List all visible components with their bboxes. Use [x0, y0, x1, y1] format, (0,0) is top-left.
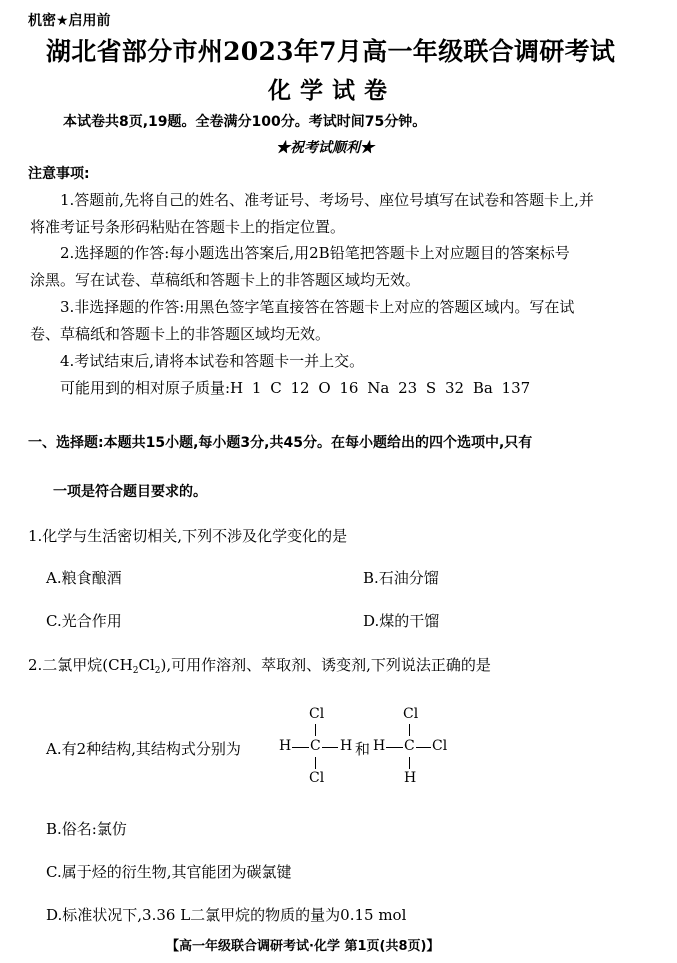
struct1-right-atom: H: [340, 738, 353, 754]
struct2-top-atom: Cl: [403, 706, 419, 722]
note-2-line-2: 涂黑。写在试卷、草稿纸和答题卡上的非答题区域均无效。: [30, 271, 421, 289]
question-1-option-b: B.石油分馏: [363, 569, 439, 587]
question-1-stem: 1.化学与生活密切相关,下列不涉及化学变化的是: [28, 527, 348, 545]
page-footer: 【高一年级联合调研考试·化学 第1页(共8页)】: [166, 939, 440, 954]
section-1-heading-line-2: 一项是符合题目要求的。: [53, 484, 207, 500]
confidential-label: 机密★启用前: [28, 13, 111, 29]
struct1-top-atom: Cl: [309, 706, 325, 722]
struct1-left-bond: [292, 747, 309, 748]
question-2-stem: [28, 654, 491, 676]
good-luck-wish: ★祝考试顺利★: [276, 140, 374, 156]
notes-heading: 注意事项:: [28, 166, 90, 182]
note-3-line-1: 3.非选择题的作答:用黑色签字笔直接答在答题卡上对应的答题区域内。写在试: [60, 298, 575, 316]
question-2-subscript-1: 2: [132, 666, 139, 676]
note-2-line-1: 2.选择题的作答:每小题选出答案后,用2B铅笔把答题卡上对应题目的答案标号: [60, 244, 570, 262]
exam-title: 湖北省部分市州2023年7月高一年级联合调研考试: [46, 37, 616, 66]
struct2-right-bond: [416, 747, 431, 748]
question-2-stem-pre: 2.二氯甲烷(CH: [28, 656, 133, 674]
struct1-center-atom: C: [310, 738, 321, 754]
struct2-left-bond: [386, 747, 403, 748]
struct2-bottom-atom: H: [404, 770, 417, 786]
struct2-bottom-bond: [409, 757, 410, 769]
question-2-option-a-text: A.有2种结构,其结构式分别为: [46, 740, 241, 758]
question-1-option-d: D.煤的干馏: [363, 612, 440, 630]
struct1-left-atom: H: [279, 738, 292, 754]
question-2-stem-post: ),可用作溶剂、萃取剂、诱变剂,下列说法正确的是: [160, 656, 491, 674]
note-1-line-2: 将准考证号条形码粘贴在答题卡上的指定位置。: [30, 218, 346, 236]
question-2-option-c: C.属于烃的衍生物,其官能团为碳氯键: [46, 863, 292, 881]
question-1-option-a: A.粮食酿酒: [46, 569, 122, 587]
question-2-option-b: B.俗名:氯仿: [46, 820, 127, 838]
struct2-right-atom: Cl: [432, 738, 448, 754]
atomic-masses: 可能用到的相对原子质量:H 1 C 12 O 16 Na 23 S 32 Ba 137: [60, 379, 531, 397]
question-2-option-a-and: 和: [355, 740, 371, 758]
question-2-option-d: D.标准状况下,3.36 L二氯甲烷的物质的量为0.15 mol: [46, 906, 407, 924]
struct1-bottom-bond: [315, 757, 316, 769]
note-4: 4.考试结束后,请将本试卷和答题卡一并上交。: [60, 352, 365, 370]
struct2-top-bond: [409, 724, 410, 736]
struct1-bottom-atom: Cl: [309, 770, 325, 786]
struct2-left-atom: H: [373, 738, 386, 754]
question-1-option-c: C.光合作用: [46, 612, 122, 630]
note-3-line-2: 卷、草稿纸和答题卡上的非答题区域均无效。: [30, 325, 331, 343]
struct2-center-atom: C: [404, 738, 415, 754]
exam-info: 本试卷共8页,19题。全卷满分100分。考试时间75分钟。: [63, 114, 427, 130]
question-2-subscript-2: 2: [154, 666, 161, 676]
note-1-line-1: 1.答题前,先将自己的姓名、准考证号、考场号、座位号填写在试卷和答题卡上,并: [60, 191, 594, 209]
question-2-stem-mid: Cl: [138, 656, 155, 674]
subject-title: 化学试卷: [268, 77, 396, 104]
struct1-right-bond: [322, 747, 338, 748]
struct1-top-bond: [315, 724, 316, 736]
section-1-heading-line-1: 一、选择题:本题共15小题,每小题3分,共45分。在每小题给出的四个选项中,只有: [28, 435, 533, 451]
